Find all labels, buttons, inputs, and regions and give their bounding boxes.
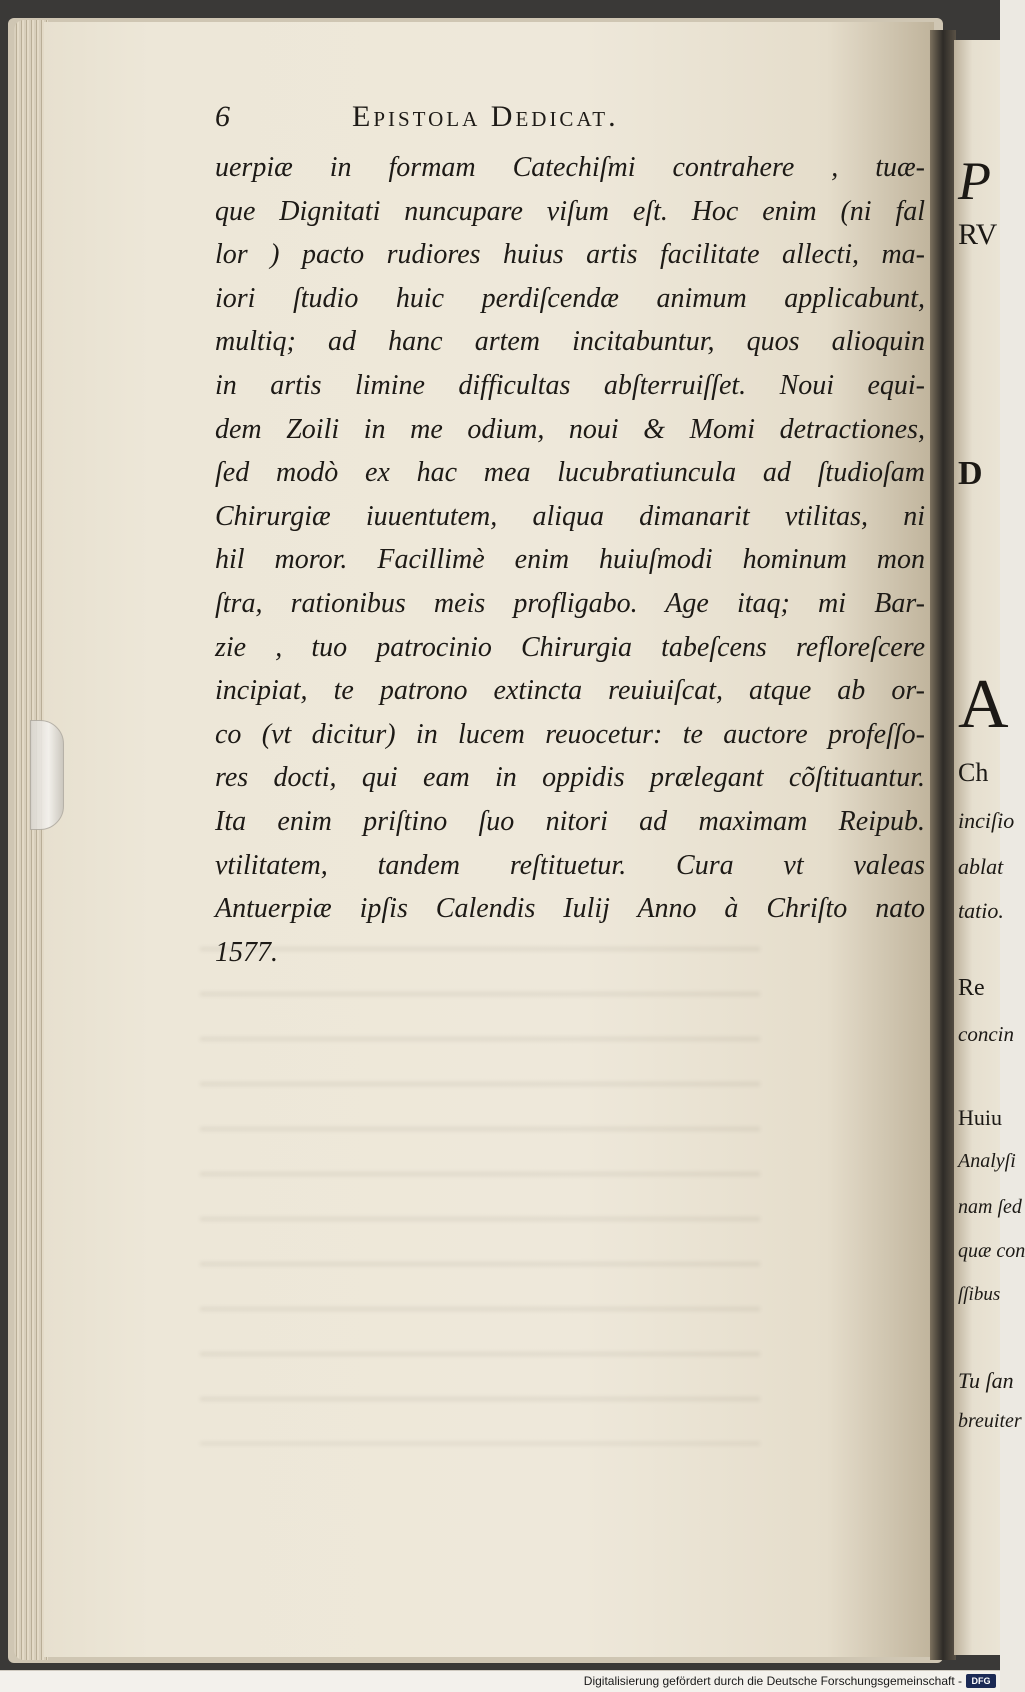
facing-fragment: tatio. (958, 898, 1004, 923)
facing-fragment: ablat (958, 854, 1004, 879)
facing-fragment: ſſibus (958, 1284, 1001, 1305)
facing-fragment: nam ſed (958, 1196, 1022, 1218)
digitization-footer (0, 1670, 1000, 1692)
text-line: in artis limine difficultas abſterruiſſet. Noui equi- (215, 369, 925, 401)
facing-fragment: Ch (958, 758, 989, 787)
text-line: zie , tuo patrocinio Chirurgia tabeſcens refloreſcere (215, 631, 925, 663)
facing-fragment: RV (958, 218, 998, 251)
text-line: ſed modò ex hac mea lucubratiuncula ad ſtudioſam (215, 457, 925, 489)
dedication-text (215, 146, 925, 974)
text-line: incipiat, te patrono extincta reuiuiſcat, atque ab or- (215, 675, 925, 707)
text-line: que Dignitati nuncupare viſum eſt. Hoc enim (ni fal (215, 195, 925, 227)
facing-fragment: P (958, 151, 991, 211)
text-line: dem Zoili in me odium, noui & Momi detractiones, (215, 413, 925, 445)
header-title: Epistola Dedicat. (352, 100, 619, 133)
page-clip (30, 720, 64, 830)
text-line: lor ) pacto rudiores huius artis facilitate allecti, ma- (215, 239, 925, 271)
facing-fragment: breuiter (958, 1410, 1022, 1432)
facing-fragment: Analyſi (958, 1150, 1016, 1172)
text-line: vtilitatem, tandem reſtituetur. Cura vt valeas (215, 849, 925, 881)
text-line: ſtra, rationibus meis profligabo. Age itaq; mi Bar- (215, 587, 925, 619)
text-line: uerpiæ in formam Catechiſmi contrahere , tuæ- (215, 152, 925, 183)
text-line: multiq; ad hanc artem incitabuntur, quos alioquin (215, 326, 925, 358)
text-line: Ita enim priſtino ſuo nitori ad maximam Reipub. (215, 805, 925, 837)
running-header (215, 94, 925, 144)
facing-fragment: Huiu (958, 1105, 1002, 1130)
text-line: res docti, qui eam in oppidis prælegant cõſtituantur. (215, 762, 925, 794)
text-line: Antuerpiæ ipſis Calendis Iulij Anno à Chriſto nato (215, 893, 925, 925)
dfg-logo: DFG (966, 1674, 996, 1688)
facing-fragment: inciſio (958, 808, 1015, 833)
page-number: 6 (215, 100, 230, 133)
facing-fragment: quæ con (958, 1240, 1025, 1262)
facing-fragment: D (958, 455, 983, 492)
book-gutter (930, 30, 956, 1660)
text-line: Chirurgiæ iuuentutem, aliqua dimanarit vtilitas, ni (215, 500, 925, 532)
text-line: hil moror. Facillimè enim huiuſmodi hominum mon (215, 544, 925, 576)
text-line: iori ſtudio huic perdiſcendæ animum applicabunt, (215, 282, 925, 314)
funding-credit: Digitalisierung gefördert durch die Deutsche Forschungsgemeinschaft - (583, 1674, 962, 1688)
text-line: co (vt dicitur) in lucem reuocetur: te auctore profeſſo- (215, 718, 925, 750)
facing-fragment: concin (958, 1022, 1014, 1046)
text-line-date: 1577. (215, 936, 278, 968)
facing-fragment: Re (958, 975, 985, 1001)
facing-fragment: A (958, 666, 1009, 743)
page-edges (14, 20, 48, 1660)
facing-fragment: Tu ſan (958, 1368, 1014, 1393)
